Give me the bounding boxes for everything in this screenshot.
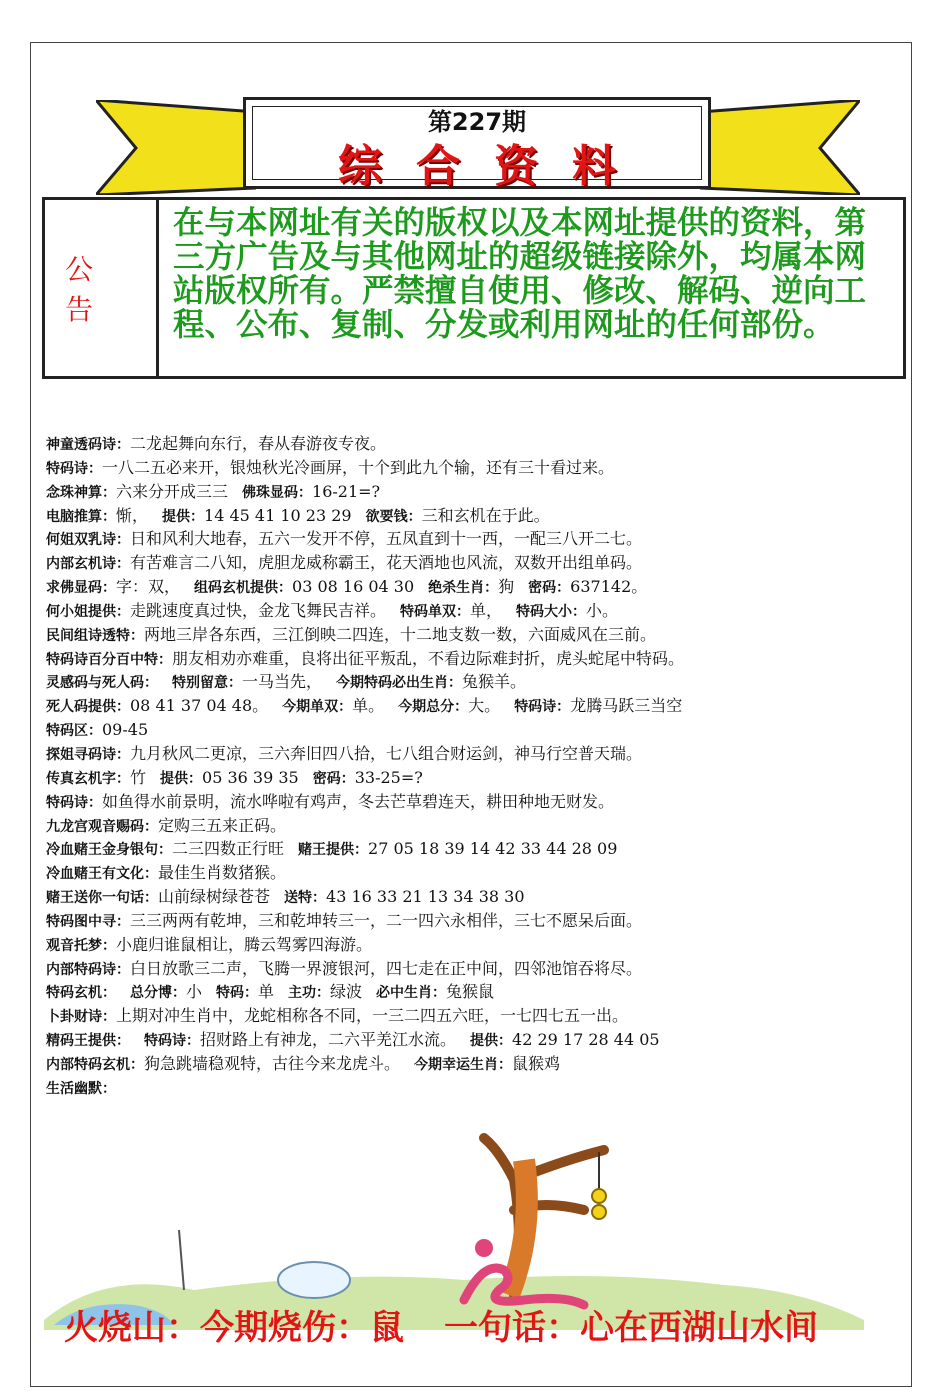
line-value: 二龙起舞向东行，春从春游夜专夜。 [130, 434, 387, 453]
line-value: 14 45 41 10 23 29 [204, 505, 352, 525]
cartoon-scene-illustration [44, 1120, 864, 1330]
line-label: 特码大小： [516, 603, 587, 620]
line-label: 特码诗： [514, 699, 571, 716]
line-label: 特别留意： [172, 675, 242, 692]
line-value: 三和玄机在于此。 [421, 505, 550, 525]
line-value: 单， [470, 600, 503, 620]
info-line [46, 814, 906, 838]
info-line [46, 1052, 906, 1076]
line-label: 特码玄机： [46, 985, 116, 1002]
line-label: 特码单双： [400, 603, 471, 620]
line-label: 佛珠显码： [242, 484, 313, 501]
notice-box [42, 197, 906, 379]
line-value: 16-21=? [312, 481, 381, 501]
info-line [46, 527, 906, 551]
line-value: 09-45 [102, 720, 149, 740]
line-label: 特码诗： [144, 1033, 200, 1050]
line-label: 特码诗： [46, 794, 102, 811]
line-value: 定购三五来正码。 [158, 815, 287, 835]
line-value: 六来分开成三三 [116, 481, 229, 501]
info-line [46, 504, 906, 528]
line-label: 送特： [284, 890, 327, 907]
line-value: 有苦难言二八知，虎胆龙威称霸王，花天酒地也风流，双数开出组单码。 [130, 553, 643, 573]
line-value: 竹 [130, 767, 147, 787]
line-value: 08 41 37 04 48。 [130, 696, 269, 716]
line-value: 小。 [586, 600, 619, 620]
line-label: 九龙宫观音赐码： [46, 818, 158, 835]
info-line [46, 790, 906, 814]
info-line [46, 670, 906, 694]
notice-text: 在与本网址有关的版权以及本网址提供的资料，第三方广告及与其他网址的超级链接除外，均属本网站版权所有。严禁擅自使用、修改、解码、逆向工程、公布、复制、分发或利用网址的任何部份。 [173, 204, 867, 343]
line-value: 狗 [498, 577, 515, 597]
info-line [46, 861, 906, 885]
line-label: 今期总分： [398, 699, 469, 716]
line-label: 绝杀生肖： [428, 580, 499, 597]
info-line [46, 432, 906, 456]
title-box [243, 97, 711, 192]
line-label: 赌王送你一句话： [46, 890, 158, 907]
line-label: 内部特码诗： [46, 961, 130, 978]
line-label: 特码图中寻： [46, 913, 130, 930]
line-value: 山前绿树绿苍苍 [158, 887, 271, 907]
line-value: 05 36 39 35 [202, 767, 299, 787]
line-value: 小鹿归谁鼠相让，腾云驾雾四海游。 [116, 934, 373, 954]
line-label: 民间组诗透特： [46, 627, 144, 644]
line-value: 走跳速度真过快，金龙飞舞民吉祥。 [130, 600, 387, 620]
info-line [46, 909, 906, 933]
line-value: 龙腾马跃三当空 [570, 696, 683, 716]
info-line [46, 1028, 906, 1052]
info-line [46, 1076, 906, 1100]
line-label: 求佛显码： [46, 580, 116, 597]
line-value: 兔猴鼠 [446, 982, 495, 1002]
line-value: 单 [258, 982, 275, 1002]
line-value: 637142。 [570, 577, 648, 597]
line-label: 念珠神算： [46, 484, 116, 501]
notice-label: 公告 [45, 200, 159, 376]
line-value: 九月秋风二更凉，三六奔旧四八拾，七八组合财运剑，神马行空普天瑞。 [130, 743, 643, 763]
line-label: 总分博： [130, 985, 186, 1002]
line-value: 27 05 18 39 14 42 33 44 28 09 [368, 839, 618, 859]
right-ribbon [700, 100, 860, 195]
line-value: 白日放歌三二声，飞腾一界渡银河，四七走在正中间，四邻池馆吞将尽。 [130, 958, 643, 978]
line-label: 组码玄机提供： [194, 580, 293, 597]
line-value: 上期对冲生肖中，龙蛇相称各不同，一三二四五六旺，一七四七五一出。 [116, 1006, 629, 1026]
line-value: 03 08 16 04 30 [292, 577, 415, 597]
line-label: 今期特码必出生肖： [336, 675, 463, 692]
info-line [46, 551, 906, 575]
info-line [46, 837, 906, 861]
line-value: 三三两两有乾坤，三和乾坤转三一，二一四六永相伴，三七不愿呆后面。 [130, 910, 643, 930]
line-label: 观音托梦： [46, 937, 116, 954]
line-label: 今期单双： [282, 699, 353, 716]
line-value: 33-25=? [354, 767, 423, 787]
line-label: 欲要钱： [365, 508, 422, 525]
line-value: 日和风利大地春，五六一发开不停，五凤直到十一西，一配三八开二七。 [130, 529, 643, 549]
line-value: 两地三岸各东西，三江倒映二四连，十二地支数一数，六面威风在三前。 [144, 624, 657, 644]
issue-number: 第227期 [427, 108, 527, 136]
info-line [46, 599, 906, 623]
line-value: 字：双， [116, 577, 181, 597]
info-line [46, 647, 906, 671]
line-value: 如鱼得水前景明，流水哗啦有鸡声，冬去芒草碧连天，耕田种地无财发。 [102, 791, 615, 811]
line-value: 一马当先， [242, 672, 323, 692]
line-label: 提供： [162, 508, 205, 525]
line-label: 生活幽默： [46, 1080, 116, 1097]
line-label: 探姐寻码诗： [46, 746, 130, 763]
info-line [46, 766, 906, 790]
line-label: 提供： [470, 1033, 513, 1050]
line-label: 死人码提供： [46, 699, 130, 716]
line-label: 主功： [288, 985, 331, 1002]
line-label: 必中生肖： [376, 985, 447, 1002]
line-value: 狗急跳墙稳观特，古往今来龙虎斗。 [144, 1053, 401, 1073]
line-value: 惭， [116, 505, 149, 525]
info-line [46, 1004, 906, 1028]
line-label: 今期幸运生肖： [414, 1056, 513, 1073]
footer-left: 火烧山：今期烧伤：鼠 [64, 1308, 404, 1348]
line-label: 特码： [216, 985, 259, 1002]
line-value: 单。 [352, 696, 385, 716]
line-label: 何姐双乳诗： [46, 532, 130, 549]
info-line [46, 718, 906, 742]
line-value: 绿波 [330, 982, 363, 1002]
line-label: 特码诗： [46, 460, 102, 477]
page-title: 综合资料 [338, 141, 650, 192]
line-label: 特码区： [46, 723, 102, 740]
line-value: 一八二五必来开，银烛秋光冷画屏，十个到此九个输，还有三十看过来。 [102, 457, 615, 477]
line-value: 大。 [468, 696, 501, 716]
info-line [46, 742, 906, 766]
line-label: 密码： [528, 580, 571, 597]
info-line [46, 623, 906, 647]
line-label: 精码王提供： [46, 1033, 130, 1050]
info-line [46, 575, 906, 599]
line-label: 提供： [160, 770, 203, 787]
footer-text [64, 1300, 904, 1349]
line-label: 传真玄机字： [46, 770, 130, 787]
line-value: 鼠猴鸡 [512, 1053, 561, 1073]
info-line [46, 456, 906, 480]
line-label: 卜卦财诗： [46, 1009, 116, 1026]
line-value: 朋友相劝亦难重，良将出征平叛乱，不看边际难封折，虎头蛇尾中特码。 [172, 648, 685, 668]
left-ribbon [96, 100, 256, 195]
line-label: 密码： [312, 770, 355, 787]
line-label: 冷血赌王金身银句： [46, 842, 172, 859]
line-label: 冷血赌王有文化： [46, 866, 158, 883]
info-line [46, 480, 906, 504]
line-value: 43 16 33 21 13 34 38 30 [326, 887, 525, 907]
line-label: 特码诗百分百中特： [46, 651, 172, 668]
line-label: 赌王提供： [298, 842, 369, 859]
info-line [46, 933, 906, 957]
info-line [46, 980, 906, 1004]
line-label: 何小姐提供： [46, 603, 130, 620]
info-list [46, 432, 906, 1100]
line-label: 内部玄机诗： [46, 556, 130, 573]
line-label: 灵感码与死人码： [46, 675, 158, 692]
line-value: 42 29 17 28 44 05 [512, 1030, 660, 1050]
info-line [46, 694, 906, 718]
line-label: 神童透码诗： [46, 437, 130, 453]
info-line [46, 885, 906, 909]
line-label: 内部特码玄机： [46, 1056, 144, 1073]
line-value: 最佳生肖数猪猴。 [158, 863, 287, 883]
line-value: 兔猴羊。 [462, 672, 527, 692]
footer-right: 一句话：心在西湖山水间 [444, 1308, 818, 1348]
line-value: 二三四数正行旺 [172, 839, 285, 859]
line-value: 小 [186, 982, 203, 1002]
line-value: 招财路上有神龙，二六平羌江水流。 [200, 1030, 457, 1050]
line-label: 电脑推算： [46, 508, 116, 525]
info-line [46, 957, 906, 981]
